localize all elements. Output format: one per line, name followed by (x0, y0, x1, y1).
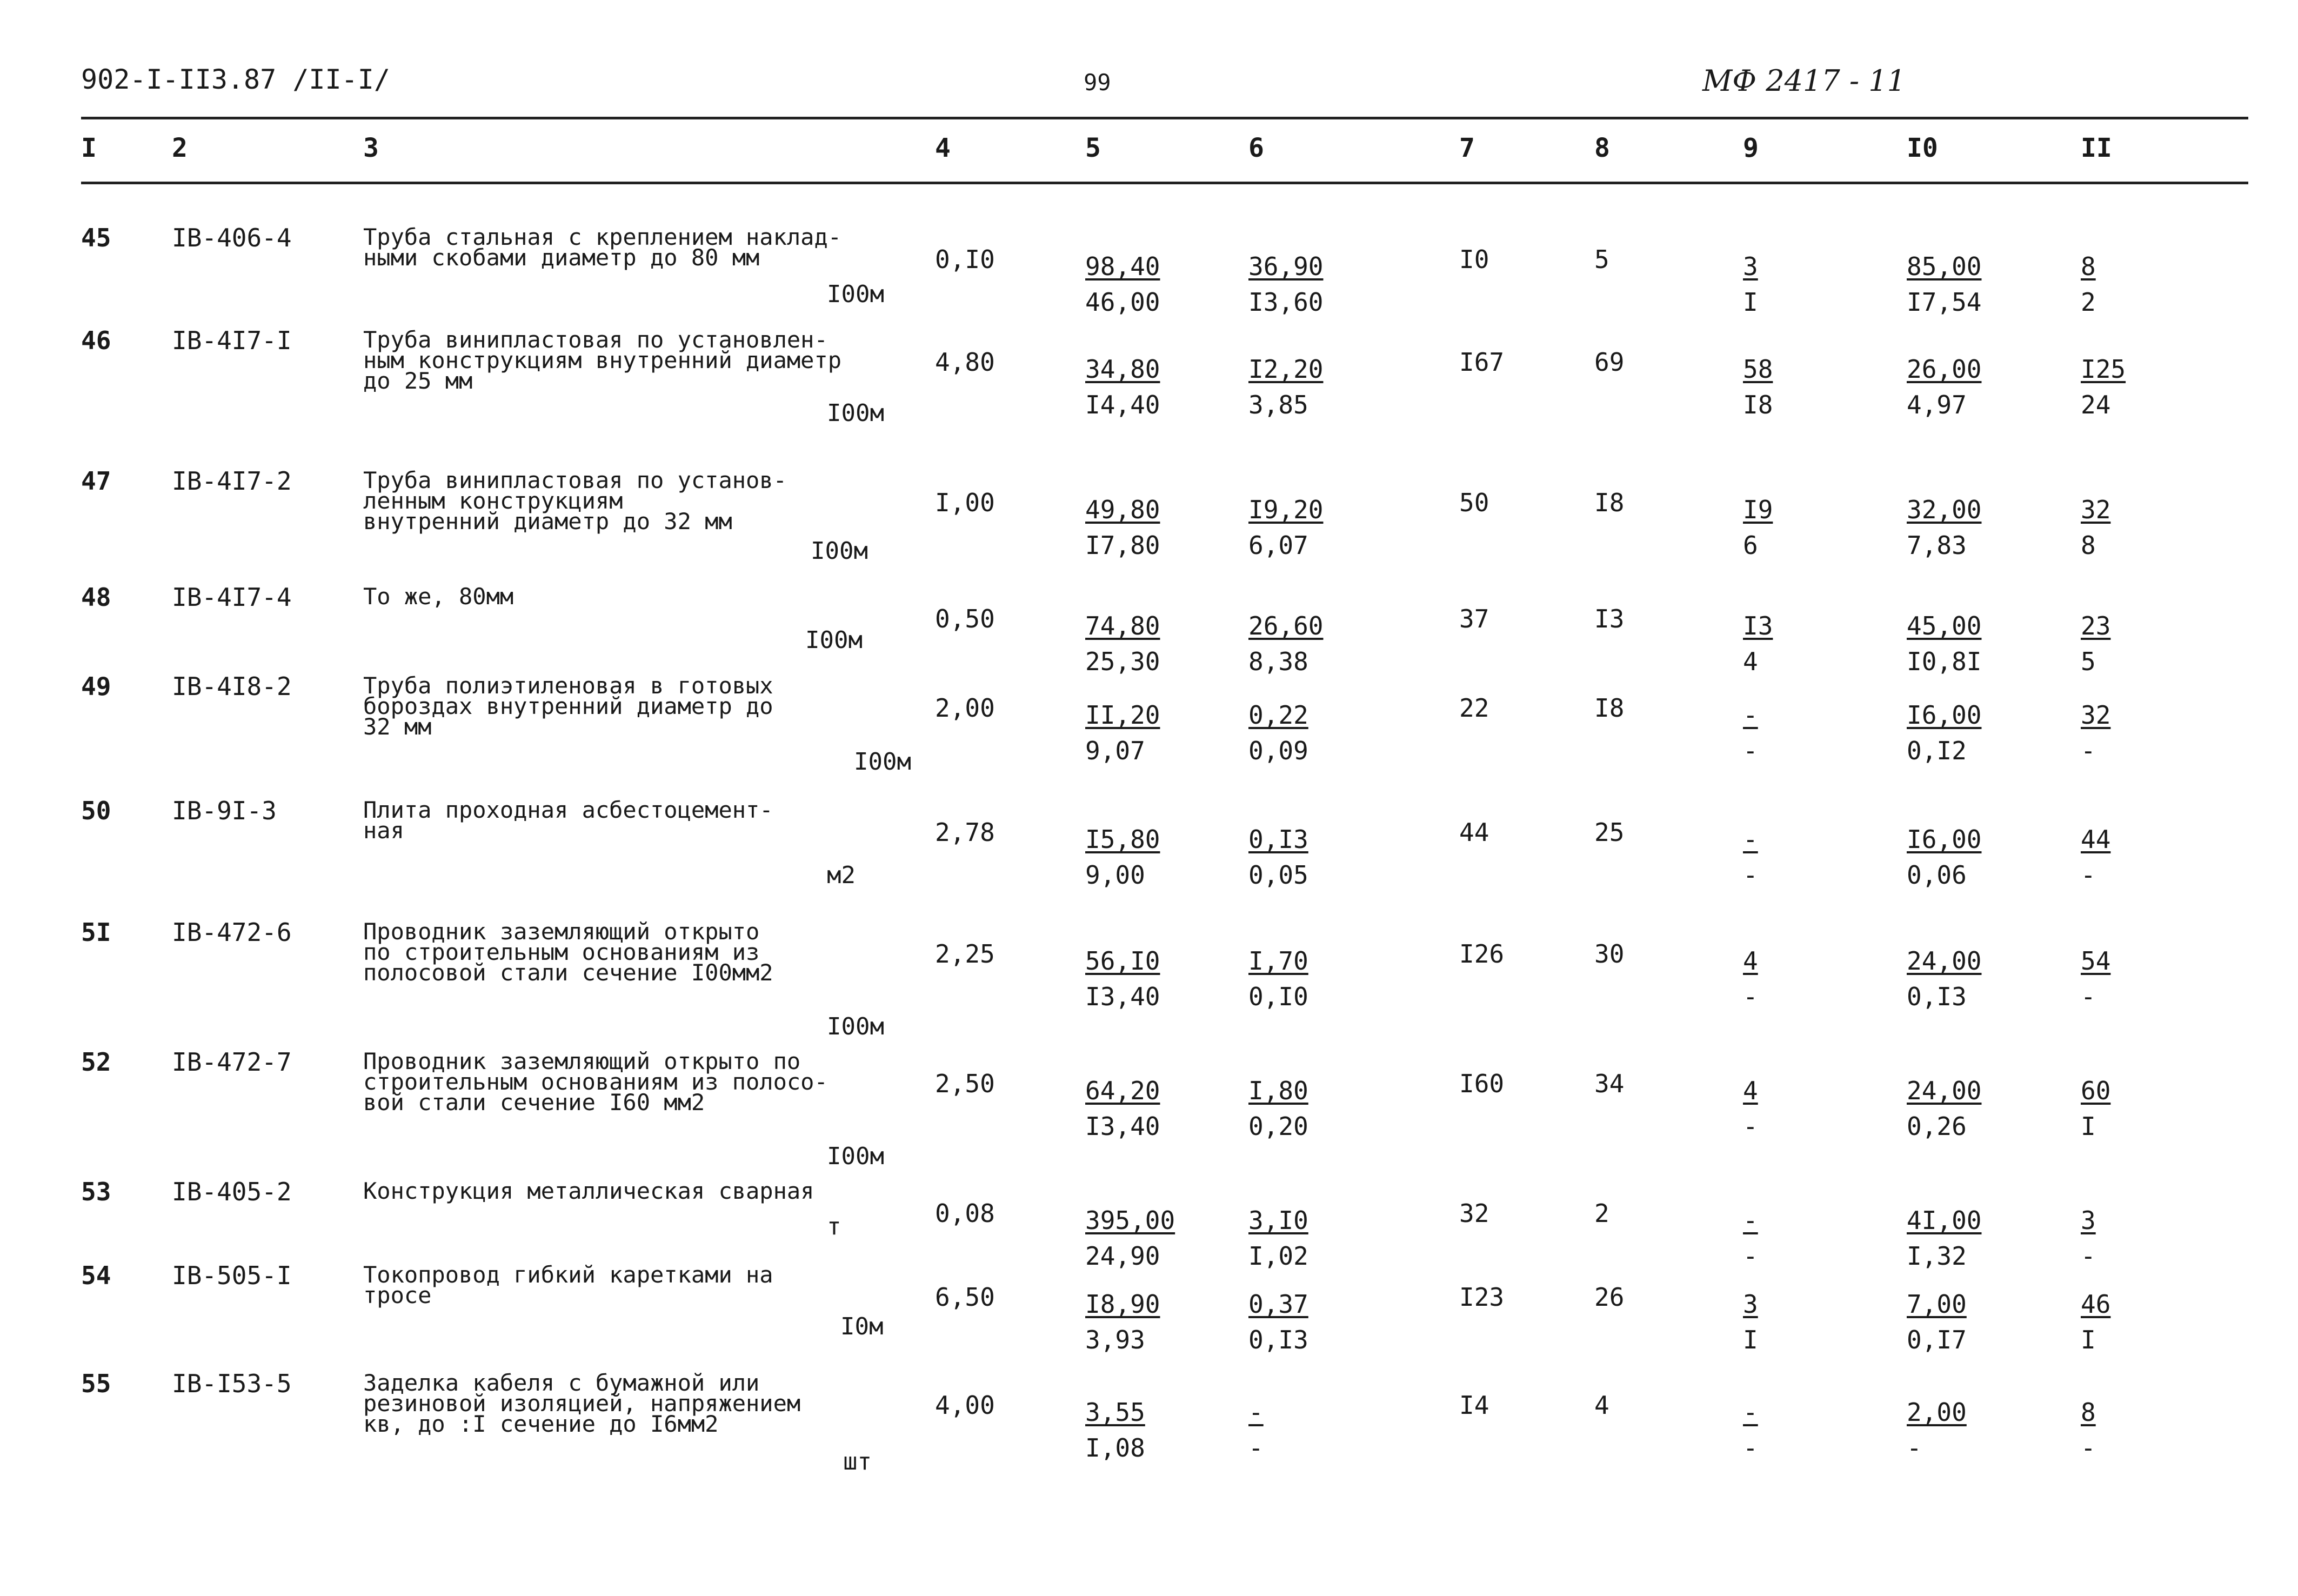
col8-value: I8 (1594, 693, 1625, 723)
column-header-7: 7 (1459, 133, 1475, 163)
col10-value-top: 2,00 (1907, 1398, 1967, 1427)
col10-value (1907, 249, 1981, 320)
col11-value (2081, 1203, 2096, 1274)
col11-value (2081, 1286, 2110, 1358)
col8-value: I3 (1594, 604, 1625, 633)
measure-unit: I0м (840, 1313, 884, 1340)
col9-value-top: - (1743, 825, 1758, 854)
col9-value (1743, 1394, 1758, 1466)
col5-value-bottom: I3,40 (1085, 1112, 1160, 1141)
col9-value-bottom: 4 (1743, 647, 1758, 676)
col9-value-top: I9 (1743, 495, 1773, 524)
col6-value (1248, 351, 1323, 423)
col5-value-top: 74,80 (1085, 611, 1160, 640)
col9-value (1743, 249, 1758, 320)
col6-value-bottom: I,02 (1248, 1241, 1308, 1271)
col10-value-bottom: I7,54 (1907, 288, 1982, 317)
col10-value (1907, 351, 1981, 423)
col10-value (1907, 492, 1981, 563)
rate-code: IВ-4I8-2 (172, 672, 292, 701)
row-number: 48 (81, 583, 111, 612)
quantity: 4,00 (935, 1391, 995, 1420)
col11-value-bottom: - (2081, 860, 2096, 890)
col5-value-top: 3,55 (1085, 1398, 1145, 1427)
col6-value-top: I2,20 (1248, 355, 1324, 384)
col9-value (1743, 943, 1758, 1014)
col6-value-bottom: 8,38 (1248, 647, 1308, 676)
col5-value (1085, 697, 1160, 769)
col11-value-bottom: 5 (2081, 647, 2096, 676)
col6-value (1248, 697, 1308, 769)
quantity: 2,78 (935, 818, 995, 847)
col8-value: 5 (1594, 245, 1609, 274)
col9-value-top: - (1743, 1398, 1758, 1427)
rate-code: IВ-9I-3 (172, 796, 277, 825)
col5-value-top: I8,90 (1085, 1290, 1160, 1319)
rate-code: IВ-4I7-I (172, 326, 292, 355)
col10-value-bottom: 0,I2 (1907, 736, 1967, 765)
col7-value: I0 (1459, 245, 1489, 274)
measure-unit: I00м (805, 626, 863, 654)
col9-value-bottom: - (1743, 1433, 1758, 1463)
col9-value (1743, 1286, 1758, 1358)
col5-value-top: 49,80 (1085, 495, 1160, 524)
col5-value-top: 395,00 (1085, 1206, 1175, 1235)
col6-value-bottom: 0,I3 (1248, 1325, 1308, 1354)
quantity: 2,00 (935, 693, 995, 723)
col5-value-top: 34,80 (1085, 355, 1160, 384)
row-number: 52 (81, 1047, 111, 1077)
col7-value: I26 (1459, 939, 1505, 969)
col5-value (1085, 1394, 1145, 1466)
col6-value (1248, 1394, 1264, 1466)
measure-unit: I00м (827, 1143, 884, 1170)
col6-value-top: 36,90 (1248, 252, 1324, 281)
col9-value (1743, 492, 1773, 563)
col5-value-bottom: 24,90 (1085, 1241, 1160, 1271)
col10-value-bottom: 7,83 (1907, 531, 1967, 560)
col8-value: 69 (1594, 348, 1625, 377)
col6-value-bottom: 0,I0 (1248, 982, 1308, 1011)
col10-value-top: 7,00 (1907, 1290, 1967, 1319)
col6-value (1248, 943, 1308, 1014)
col10-value-bottom: 0,06 (1907, 860, 1967, 890)
col6-value-bottom: 0,09 (1248, 736, 1308, 765)
col10-value-bottom: I,32 (1907, 1241, 1967, 1271)
col6-value-bottom: I3,60 (1248, 288, 1324, 317)
rate-code: IВ-4I7-4 (172, 583, 292, 612)
measure-unit: I00м (827, 281, 884, 308)
col11-value-bottom: 2 (2081, 288, 2096, 317)
col11-value-bottom: I (2081, 1325, 2096, 1354)
col5-value-top: 56,I0 (1085, 946, 1160, 976)
row-number: 53 (81, 1177, 111, 1206)
col5-value-bottom: I3,40 (1085, 982, 1160, 1011)
col10-value-bottom: 0,I3 (1907, 982, 1967, 1011)
work-description: Заделка кабеля с бумажной или резиновой изоляцией, напряжением кв, до :I сечение до I6мм2 (363, 1370, 801, 1437)
col11-value-bottom: - (2081, 1241, 2096, 1271)
col6-value-top: 0,22 (1248, 700, 1308, 730)
col11-value-top: 23 (2081, 611, 2111, 640)
column-header-8: 8 (1594, 133, 1610, 163)
col5-value (1085, 249, 1160, 320)
col7-value: I23 (1459, 1283, 1505, 1312)
work-description: Проводник заземляющий открыто по строительным основаниям из полосовой стали сечение I00мм2 (363, 918, 773, 986)
col8-value: I8 (1594, 488, 1625, 517)
col5-value (1085, 1203, 1175, 1274)
quantity: 0,08 (935, 1199, 995, 1228)
col6-value-top: 3,I0 (1248, 1206, 1308, 1235)
col6-value (1248, 249, 1323, 320)
col10-value-top: I6,00 (1907, 700, 1982, 730)
rate-code: IВ-472-7 (172, 1047, 292, 1077)
col11-value (2081, 351, 2126, 423)
measure-unit: I00м (811, 537, 868, 565)
measure-unit: I00м (854, 748, 911, 776)
col9-value-top: 3 (1743, 252, 1758, 281)
col10-value (1907, 1394, 1967, 1466)
col9-value-top: 4 (1743, 946, 1758, 976)
rate-code: IВ-I53-5 (172, 1369, 292, 1398)
col11-value-top: I25 (2081, 355, 2126, 384)
col9-value-top: 58 (1743, 355, 1773, 384)
col11-value (2081, 608, 2110, 679)
col5-value-bottom: I,08 (1085, 1433, 1145, 1463)
col6-value (1248, 1073, 1308, 1144)
col10-value-bottom: 0,26 (1907, 1112, 1967, 1141)
work-description: Проводник заземляющий открыто по строительным основаниям из полосо- вой стали сечение I60 мм2 (363, 1048, 828, 1116)
col9-value-bottom: - (1743, 736, 1758, 765)
quantity: 0,50 (935, 604, 995, 633)
col7-value: I4 (1459, 1391, 1489, 1420)
work-description: Труба полиэтиленовая в готовых бороздах внутренний диаметр до 32 мм (363, 672, 773, 740)
col5-value-bottom: 9,00 (1085, 860, 1145, 890)
col5-value (1085, 492, 1160, 563)
col9-value-bottom: - (1743, 1112, 1758, 1141)
col9-value (1743, 822, 1758, 893)
col6-value (1248, 608, 1323, 679)
col5-value-bottom: 9,07 (1085, 736, 1145, 765)
col11-value-top: 44 (2081, 825, 2111, 854)
col10-value-top: 32,00 (1907, 495, 1982, 524)
col11-value-top: 32 (2081, 495, 2111, 524)
col8-value: 2 (1594, 1199, 1609, 1228)
page-number: 99 (1084, 69, 1111, 96)
quantity: I,00 (935, 488, 995, 517)
row-number: 50 (81, 796, 111, 825)
col5-value-bottom: 46,00 (1085, 288, 1160, 317)
col9-value-top: I3 (1743, 611, 1773, 640)
quantity: 2,50 (935, 1069, 995, 1098)
col9-value-bottom: - (1743, 982, 1758, 1011)
col6-value (1248, 1286, 1308, 1358)
col9-value-bottom: 6 (1743, 531, 1758, 560)
col9-value-bottom: - (1743, 860, 1758, 890)
quantity: 0,I0 (935, 245, 995, 274)
col9-value-top: - (1743, 700, 1758, 730)
column-header-4: 4 (935, 133, 951, 163)
col10-value-top: 45,00 (1907, 611, 1982, 640)
col6-value-bottom: 3,85 (1248, 390, 1308, 419)
col11-value-bottom: 24 (2081, 390, 2111, 419)
quantity: 2,25 (935, 939, 995, 969)
col10-value (1907, 1203, 1981, 1274)
col6-value-bottom: 6,07 (1248, 531, 1308, 560)
col10-value (1907, 697, 1981, 769)
col11-value (2081, 492, 2110, 563)
col10-value-top: I6,00 (1907, 825, 1982, 854)
col5-value-top: I5,80 (1085, 825, 1160, 854)
col5-value-top: II,20 (1085, 700, 1160, 730)
col11-value-top: 32 (2081, 700, 2111, 730)
col7-value: 37 (1459, 604, 1489, 633)
col5-value-bottom: 3,93 (1085, 1325, 1145, 1354)
col5-value (1085, 351, 1160, 423)
col11-value-top: 8 (2081, 1398, 2096, 1427)
col9-value-bottom: - (1743, 1241, 1758, 1271)
work-description: Труба винипластовая по установлен- ным конструкциям внутренний диаметр до 25 мм (363, 326, 842, 394)
col9-value (1743, 351, 1773, 423)
col11-value-top: 46 (2081, 1290, 2111, 1319)
col5-value (1085, 1286, 1160, 1358)
col11-value-top: 54 (2081, 946, 2111, 976)
col5-value-bottom: I7,80 (1085, 531, 1160, 560)
col9-value (1743, 697, 1758, 769)
col5-value-bottom: I4,40 (1085, 390, 1160, 419)
column-header-5: 5 (1085, 133, 1101, 163)
col10-value-top: 24,00 (1907, 1076, 1982, 1105)
row-number: 46 (81, 326, 111, 355)
quantity: 4,80 (935, 348, 995, 377)
measure-unit: шт (843, 1448, 872, 1475)
col7-value: 22 (1459, 693, 1489, 723)
column-header-6: 6 (1248, 133, 1264, 163)
document-code: 902-I-II3.87 /II-I/ (81, 64, 390, 95)
row-number: 54 (81, 1261, 111, 1290)
column-header-3: 3 (363, 133, 379, 163)
col5-value (1085, 608, 1160, 679)
col11-value (2081, 1073, 2110, 1144)
col11-value-bottom: 8 (2081, 531, 2096, 560)
col7-value: I67 (1459, 348, 1505, 377)
col10-value-bottom: - (1907, 1433, 1922, 1463)
rate-code: IВ-505-I (172, 1261, 292, 1290)
col9-value-bottom: I (1743, 288, 1758, 317)
row-number: 5I (81, 918, 111, 947)
col5-value-top: 64,20 (1085, 1076, 1160, 1105)
col11-value-bottom: I (2081, 1112, 2096, 1141)
rate-code: IВ-406-4 (172, 223, 292, 252)
col11-value-bottom: - (2081, 1433, 2096, 1463)
col8-value: 25 (1594, 818, 1625, 847)
col11-value-top: 3 (2081, 1206, 2096, 1235)
col5-value (1085, 1073, 1160, 1144)
work-description: Конструкция металлическая сварная (363, 1178, 814, 1204)
work-description: То же, 80мм (363, 583, 514, 610)
column-header-9: 9 (1743, 133, 1759, 163)
col6-value (1248, 822, 1308, 893)
col6-value-top: I,80 (1248, 1076, 1308, 1105)
row-number: 47 (81, 466, 111, 496)
col6-value-bottom: - (1248, 1433, 1264, 1463)
col10-value-top: 26,00 (1907, 355, 1982, 384)
col6-value-top: 0,I3 (1248, 825, 1308, 854)
work-description: Токопровод гибкий каретками на тросе (363, 1261, 773, 1308)
col6-value-top: I9,20 (1248, 495, 1324, 524)
col9-value-top: 4 (1743, 1076, 1758, 1105)
col10-value (1907, 1286, 1967, 1358)
col10-value-top: 4I,00 (1907, 1206, 1982, 1235)
col10-value (1907, 1073, 1981, 1144)
header-rule (81, 182, 2248, 184)
col11-value-top: 60 (2081, 1076, 2111, 1105)
handwritten-reference: МФ 2417 - 11 (1702, 64, 1906, 98)
col9-value (1743, 1203, 1758, 1274)
col10-value-top: 85,00 (1907, 252, 1982, 281)
col6-value (1248, 492, 1323, 563)
measure-unit: I00м (827, 1013, 884, 1040)
work-description: Труба винипластовая по установ- ленным конструкциям внутренний диаметр до 32 мм (363, 467, 787, 535)
col9-value (1743, 608, 1773, 679)
col11-value-bottom: - (2081, 736, 2096, 765)
col9-value-bottom: I8 (1743, 390, 1773, 419)
col6-value-top: 26,60 (1248, 611, 1324, 640)
col9-value-top: 3 (1743, 1290, 1758, 1319)
col10-value-top: 24,00 (1907, 946, 1982, 976)
col11-value-bottom: - (2081, 982, 2096, 1011)
col8-value: 30 (1594, 939, 1625, 969)
col9-value (1743, 1073, 1758, 1144)
row-number: 45 (81, 223, 111, 252)
col7-value: 44 (1459, 818, 1489, 847)
measure-unit: т (827, 1213, 841, 1240)
row-number: 55 (81, 1369, 111, 1398)
col10-value (1907, 608, 1981, 679)
col7-value: 50 (1459, 488, 1489, 517)
col10-value (1907, 943, 1981, 1014)
col11-value-top: 8 (2081, 252, 2096, 281)
col10-value-bottom: 0,I7 (1907, 1325, 1967, 1354)
col8-value: 26 (1594, 1283, 1625, 1312)
col11-value (2081, 249, 2096, 320)
col5-value-bottom: 25,30 (1085, 647, 1160, 676)
col8-value: 4 (1594, 1391, 1609, 1420)
work-description: Плита проходная асбестоцемент- ная (363, 797, 773, 844)
rate-code: IВ-405-2 (172, 1177, 292, 1206)
col5-value (1085, 943, 1160, 1014)
col9-value-top: - (1743, 1206, 1758, 1235)
col6-value-top: I,70 (1248, 946, 1308, 976)
work-description: Труба стальная с креплением наклад- ными скобами диаметр до 80 мм (363, 224, 842, 271)
rate-code: IВ-4I7-2 (172, 466, 292, 496)
col11-value (2081, 1394, 2096, 1466)
col10-value-bottom: 4,97 (1907, 390, 1967, 419)
column-header-2: 2 (172, 133, 188, 163)
col6-value-top: 0,37 (1248, 1290, 1308, 1319)
top-rule (81, 117, 2248, 119)
rate-code: IВ-472-6 (172, 918, 292, 947)
col11-value (2081, 697, 2110, 769)
measure-unit: I00м (827, 399, 884, 427)
column-header-10: I0 (1907, 133, 1938, 163)
col6-value-bottom: 0,05 (1248, 860, 1308, 890)
col10-value-bottom: I0,8I (1907, 647, 1982, 676)
col5-value (1085, 822, 1160, 893)
col6-value-top: - (1248, 1398, 1264, 1427)
column-header-1: I (81, 133, 97, 163)
row-number: 49 (81, 672, 111, 701)
col5-value-top: 98,40 (1085, 252, 1160, 281)
col9-value-bottom: I (1743, 1325, 1758, 1354)
col7-value: 32 (1459, 1199, 1489, 1228)
col8-value: 34 (1594, 1069, 1625, 1098)
col7-value: I60 (1459, 1069, 1505, 1098)
column-header-11: II (2081, 133, 2112, 163)
measure-unit: м2 (827, 862, 856, 889)
col11-value (2081, 822, 2110, 893)
col10-value (1907, 822, 1981, 893)
col11-value (2081, 943, 2110, 1014)
quantity: 6,50 (935, 1283, 995, 1312)
col6-value (1248, 1203, 1308, 1274)
col6-value-bottom: 0,20 (1248, 1112, 1308, 1141)
